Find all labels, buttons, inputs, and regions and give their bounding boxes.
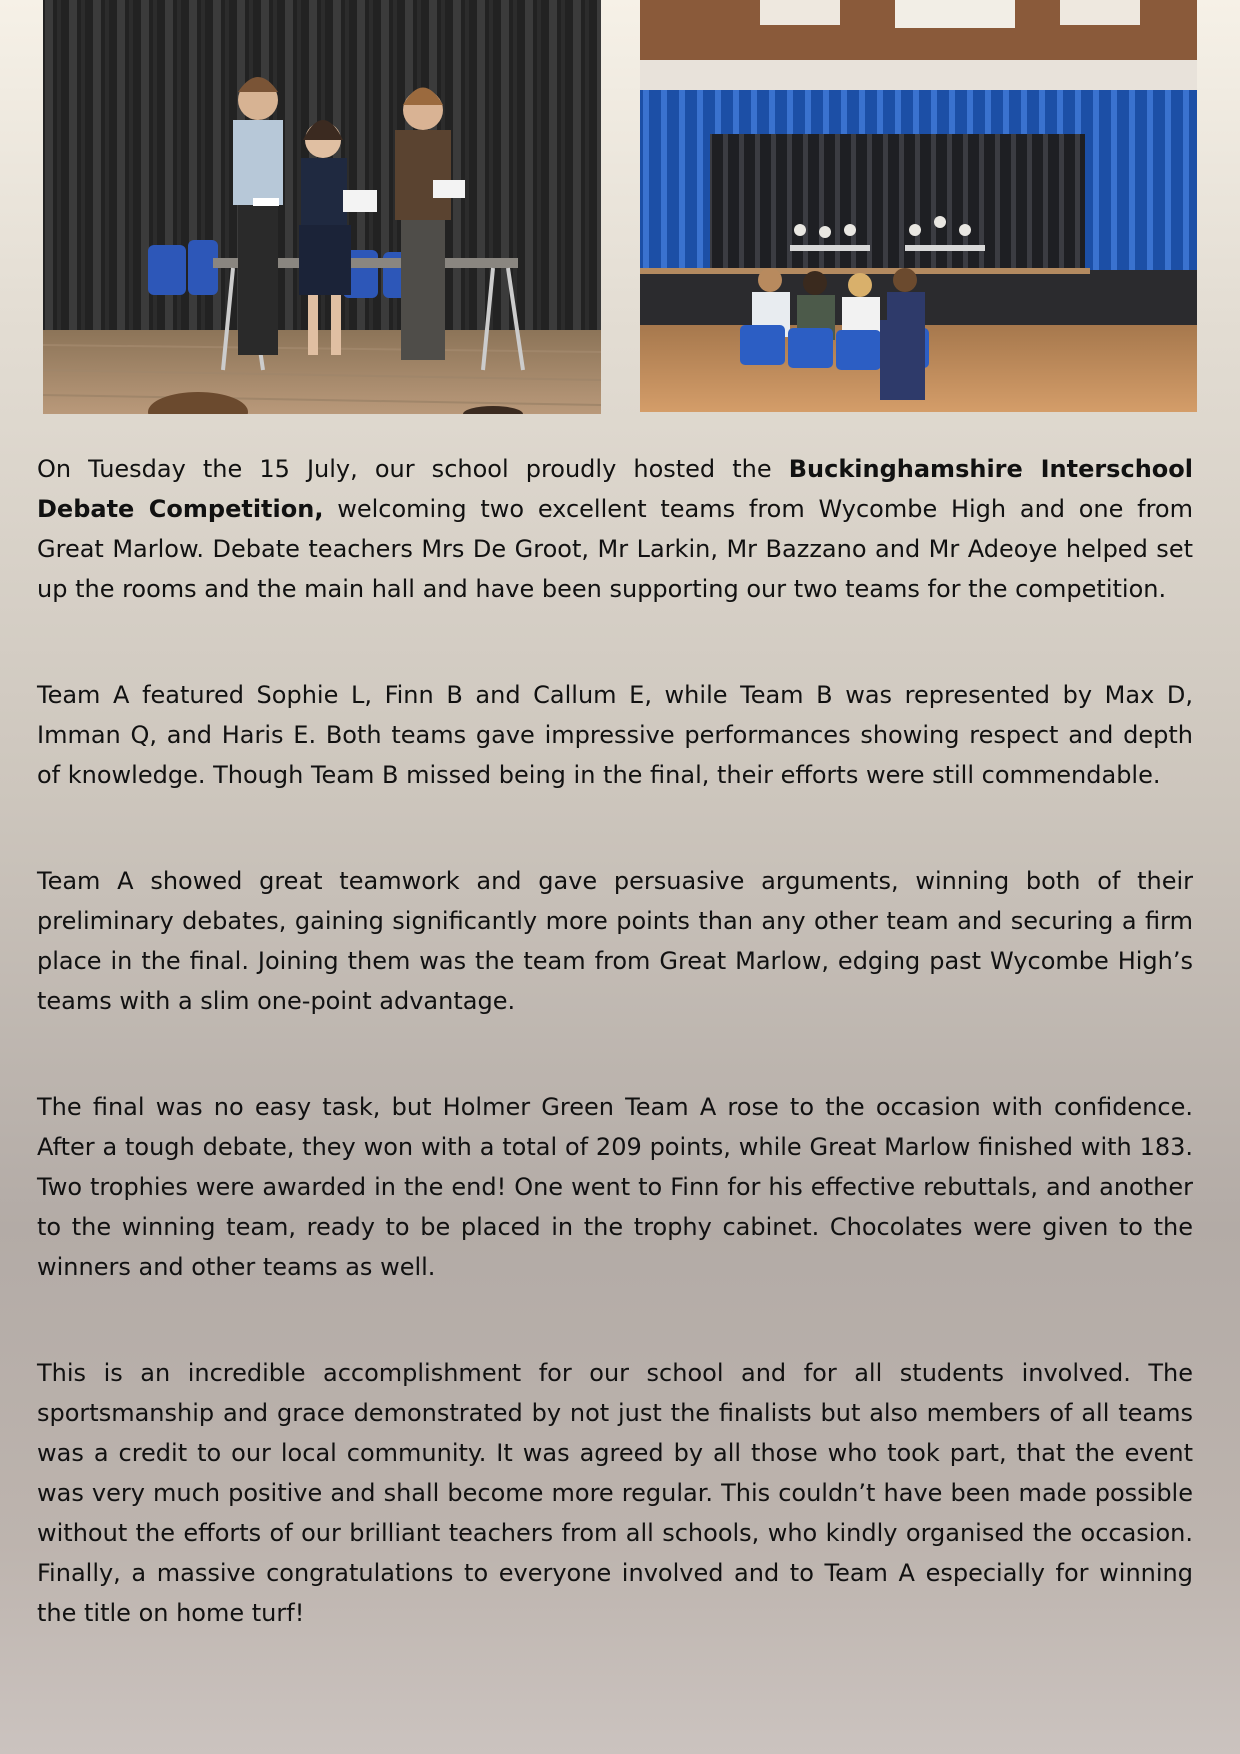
main-hall-photo (640, 0, 1197, 412)
article-paragraph-conclusion: This is an incredible accomplishment for our school and for all students involved. The sportsmanship and grace demonstrated by not just the finalists but also members of all teams was a credit to our local community. It was agreed by all those who took part, that the event was very much positive and shall become more regular. This couldn’t have been made possible without the efforts of our brilliant teachers from all schools, who kindly organised the occasion. Finally, a massive congratulations to everyone involved and to Team A especially for winning the title on home turf! (37, 1359, 1193, 1627)
article-paragraph-preliminaries: Team A showed great teamwork and gave persuasive arguments, winning both of their preliminary debates, gaining significantly more points than any other team and securing a firm place in the final. Joining them was the team from Great Marlow, edging past Wycombe High’s teams with a slim one-point advantage. (37, 867, 1193, 1015)
competition-name: Buckinghamshire Interschool Debate Competition, (37, 455, 1193, 523)
stage-team-photo (43, 0, 601, 414)
main-hall-illustration (640, 0, 1197, 412)
stage-team-illustration (43, 0, 601, 414)
article-paragraph-teams: Team A featured Sophie L, Finn B and Callum E, while Team B was represented by Max D, Imman Q, and Haris E. Both teams gave impressive performances showing respect and depth of knowledge. Though Team B missed being in the final, their efforts were still commendable. (37, 681, 1193, 789)
intro-text: On Tuesday the 15 July, our school proudly hosted the (37, 455, 789, 483)
intro-rest: welcoming two excellent teams from Wycombe High and one from Great Marlow. Debate teachers Mrs De Groot, Mr Larkin, Mr Bazzano and Mr Adeoye helped set up the rooms and the main hall and have been supporting our two teams for the competition. (37, 495, 1193, 603)
article-paragraph-final: The final was no easy task, but Holmer Green Team A rose to the occasion with confidence. After a tough debate, they won with a total of 209 points, while Great Marlow finished with 183. Two trophies were awarded in the end! One went to Finn for his effective rebuttals, and another to the winning team, ready to be placed in the trophy cabinet. Chocolates were given to the winners and other teams as well. (37, 1093, 1193, 1281)
article-paragraph-intro (37, 449, 1193, 609)
article-body (37, 449, 1193, 1699)
